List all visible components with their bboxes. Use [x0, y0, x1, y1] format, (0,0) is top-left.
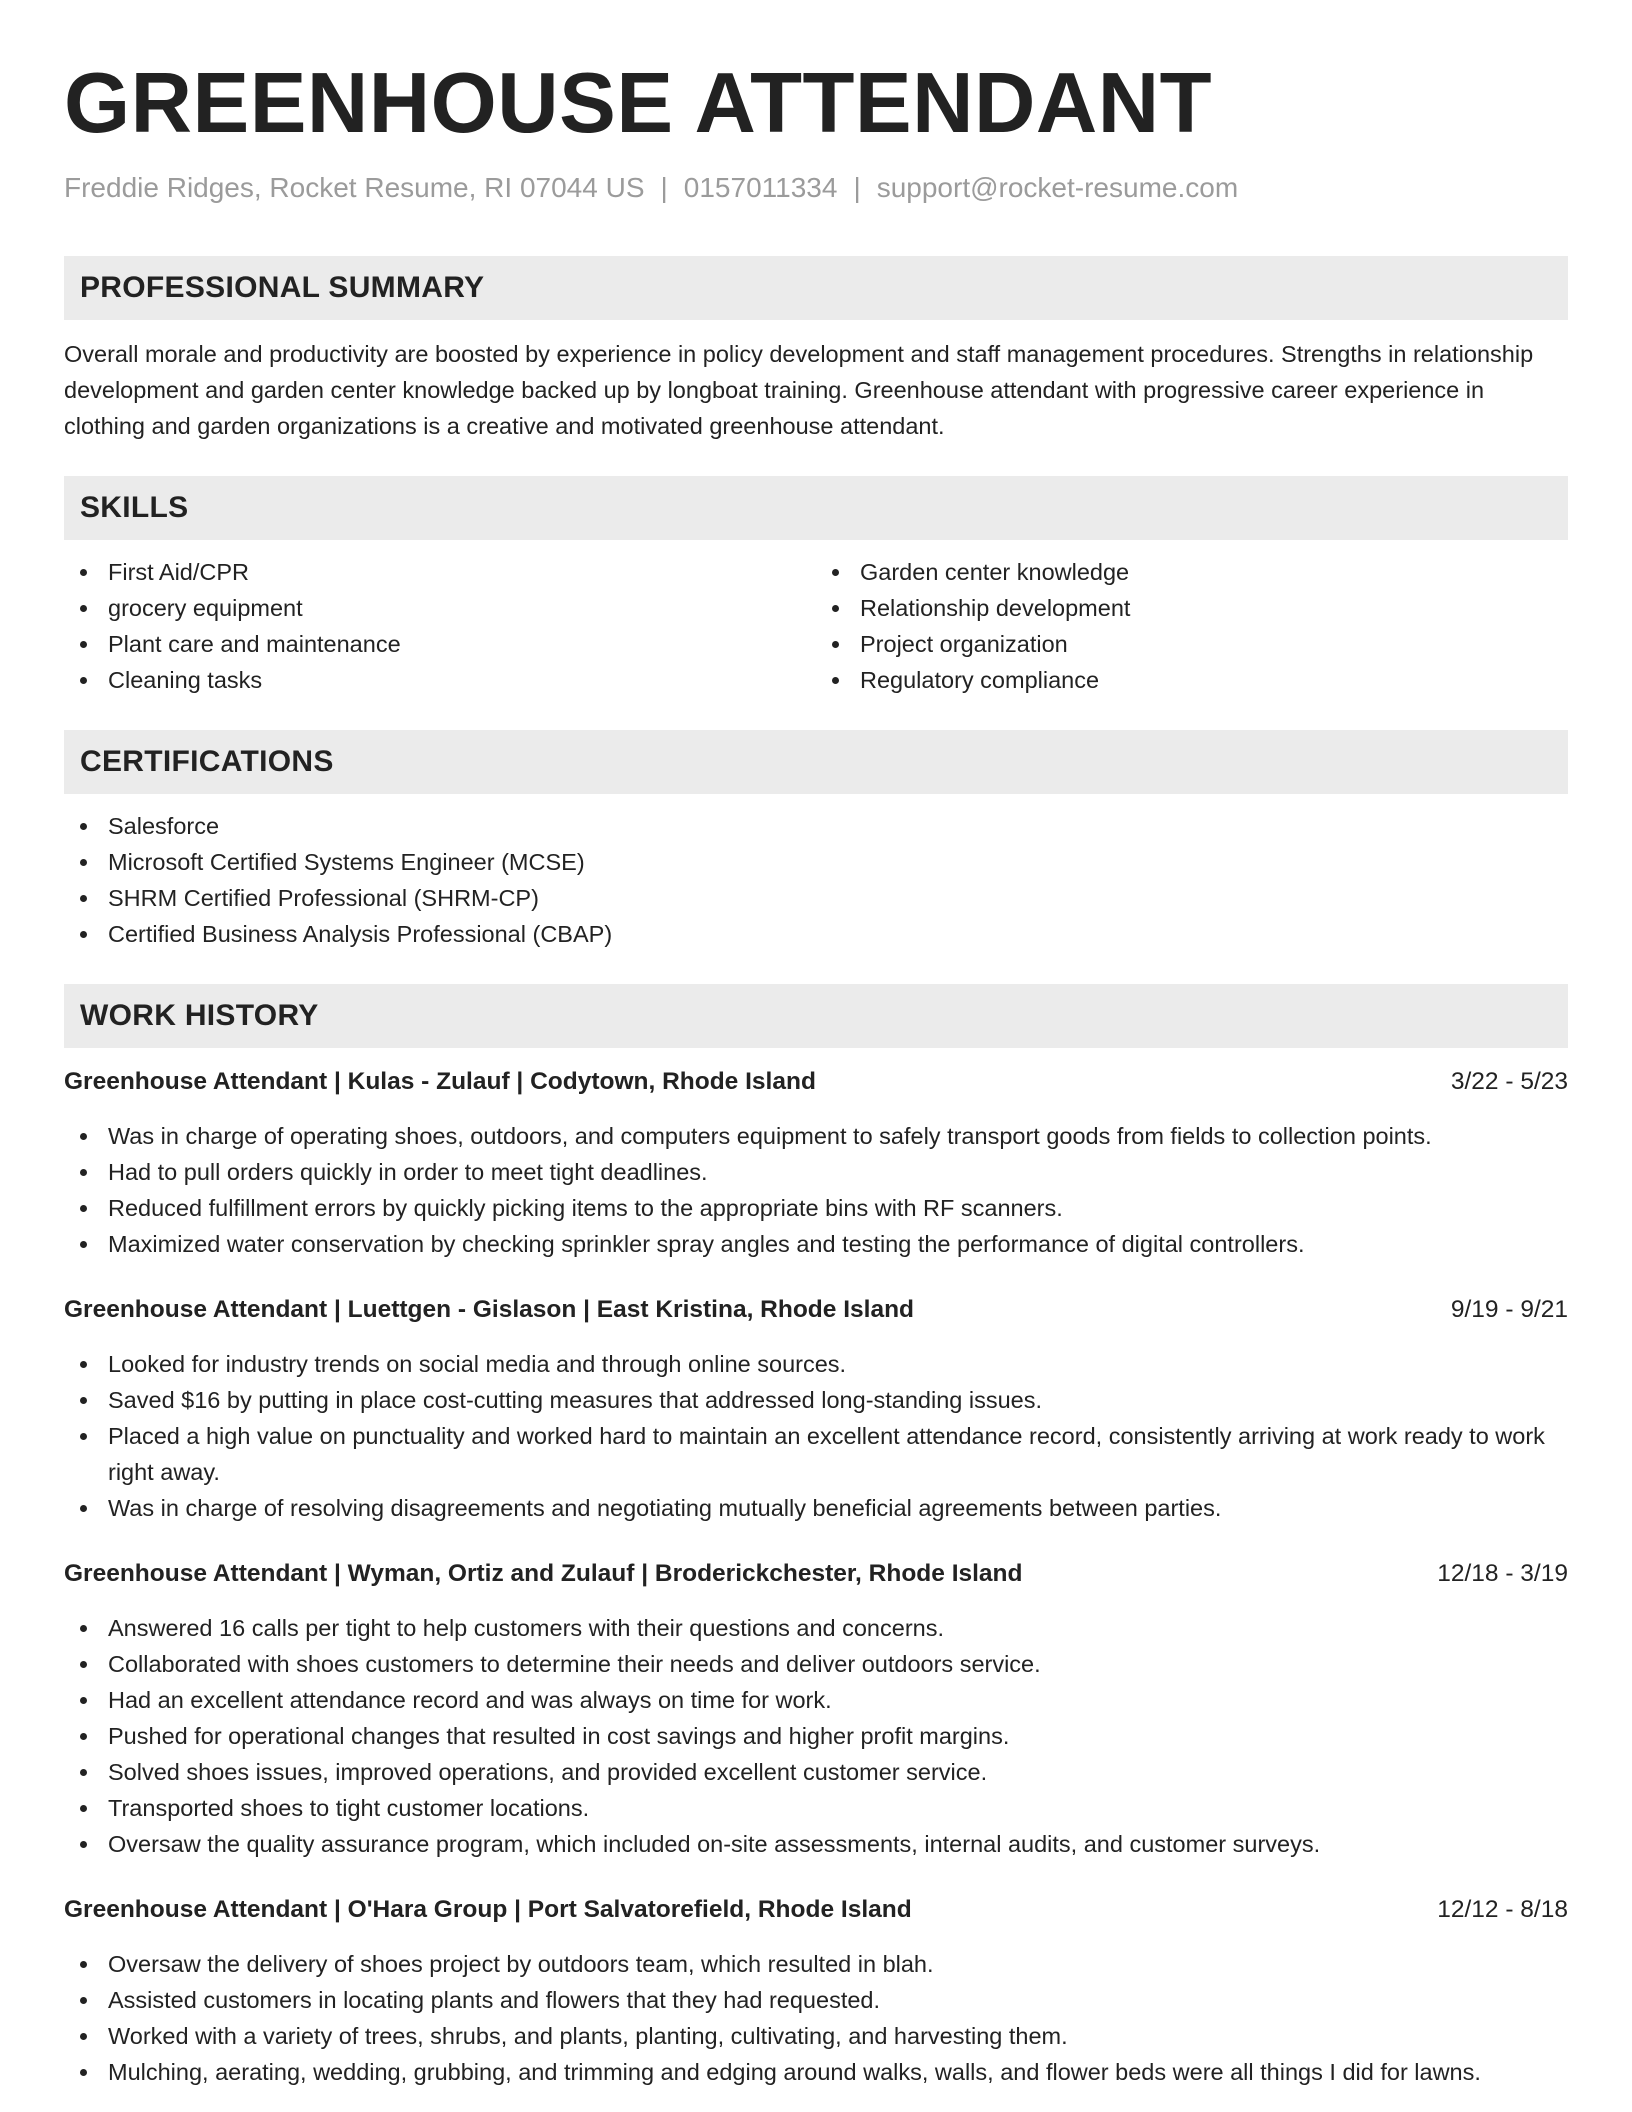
- job-header: [64, 1556, 1568, 1592]
- skills-list-right: [816, 554, 1568, 698]
- contact-phone: 0157011334: [683, 172, 838, 203]
- job-dates: 9/19 - 9/21: [1450, 1296, 1568, 1323]
- job-header: [64, 1892, 1568, 1928]
- job-title: Greenhouse Attendant | Kulas - Zulauf | Codytown, Rhode Island: [64, 1068, 816, 1095]
- section-heading-work-history: WORK HISTORY: [64, 984, 1568, 1048]
- contact-separator: |: [660, 172, 668, 203]
- contact-separator: |: [853, 172, 861, 203]
- skill-item: Project organization: [816, 626, 1568, 662]
- job-bullets: [64, 1118, 1568, 1262]
- skill-item: First Aid/CPR: [64, 554, 816, 590]
- job-title: Greenhouse Attendant | Luettgen - Gislason | East Kristina, Rhode Island: [64, 1296, 914, 1323]
- contact-line: [64, 170, 1568, 206]
- skill-item: Regulatory compliance: [816, 662, 1568, 698]
- job-bullet: Had to pull orders quickly in order to meet tight deadlines.: [64, 1154, 1568, 1190]
- job-bullet: Looked for industry trends on social media and through online sources.: [64, 1346, 1568, 1382]
- job-dates: 12/12 - 8/18: [1437, 1896, 1568, 1923]
- section-heading-skills: SKILLS: [64, 476, 1568, 540]
- certification-item: Salesforce: [64, 808, 1568, 844]
- certification-item: Microsoft Certified Systems Engineer (MCSE): [64, 844, 1568, 880]
- certifications-list: [64, 808, 1568, 952]
- job-bullet: Solved shoes issues, improved operations, and provided excellent customer service.: [64, 1754, 1568, 1790]
- resume-title: GREENHOUSE ATTENDANT: [64, 56, 1213, 151]
- job-bullet: Oversaw the quality assurance program, which included on-site assessments, internal audits, and customer surveys.: [64, 1826, 1568, 1862]
- section-heading-summary: PROFESSIONAL SUMMARY: [64, 256, 1568, 320]
- skill-item: Relationship development: [816, 590, 1568, 626]
- job-title: Greenhouse Attendant | Wyman, Ortiz and Zulauf | Broderickchester, Rhode Island: [64, 1560, 1023, 1587]
- job-bullet: Transported shoes to tight customer locations.: [64, 1790, 1568, 1826]
- job-header: [64, 1064, 1568, 1100]
- job-bullet: Mulching, aerating, wedding, grubbing, and trimming and edging around walks, walls, and flower beds were all things I did for lawns.: [64, 2054, 1568, 2090]
- job-bullet: Assisted customers in locating plants and flowers that they had requested.: [64, 1982, 1568, 2018]
- skill-item: grocery equipment: [64, 590, 816, 626]
- skill-item: Plant care and maintenance: [64, 626, 816, 662]
- job-bullet: Oversaw the delivery of shoes project by outdoors team, which resulted in blah.: [64, 1946, 1568, 1982]
- summary-text: Overall morale and productivity are boosted by experience in policy development and staff management procedures. Strengths in relationship development and garden center knowledge backed up by longboat training. Greenhouse attendant with progressive career experience in clothing and garden organizations is a creative and motivated greenhouse attendant.: [64, 341, 1534, 439]
- contact-address: Freddie Ridges, Rocket Resume, RI 07044 US: [64, 172, 645, 203]
- certification-item: Certified Business Analysis Professional (CBAP): [64, 916, 1568, 952]
- job-bullets: [64, 1946, 1568, 2090]
- certification-item: SHRM Certified Professional (SHRM-CP): [64, 880, 1568, 916]
- skills-list-left: [64, 554, 816, 698]
- job-bullet: Answered 16 calls per tight to help customers with their questions and concerns.: [64, 1610, 1568, 1646]
- job-bullet: Had an excellent attendance record and was always on time for work.: [64, 1682, 1568, 1718]
- skills-grid: [64, 554, 1568, 698]
- job-dates: 12/18 - 3/19: [1437, 1560, 1568, 1587]
- skill-item: Cleaning tasks: [64, 662, 816, 698]
- job-bullet: Worked with a variety of trees, shrubs, and plants, planting, cultivating, and harvesting them.: [64, 2018, 1568, 2054]
- job-bullet: Was in charge of resolving disagreements and negotiating mutually beneficial agreements between parties.: [64, 1490, 1568, 1526]
- job-header: [64, 1292, 1568, 1328]
- job-bullet: Maximized water conservation by checking sprinkler spray angles and testing the performance of digital controllers.: [64, 1226, 1568, 1262]
- job-bullets: [64, 1346, 1568, 1526]
- contact-email[interactable]: support@rocket-resume.com: [876, 172, 1239, 203]
- job-bullet: Pushed for operational changes that resulted in cost savings and higher profit margins.: [64, 1718, 1568, 1754]
- job-title: Greenhouse Attendant | O'Hara Group | Port Salvatorefield, Rhode Island: [64, 1896, 912, 1923]
- job-bullet: Reduced fulfillment errors by quickly picking items to the appropriate bins with RF scanners.: [64, 1190, 1568, 1226]
- job-bullets: [64, 1610, 1568, 1862]
- job-bullet: Saved $16 by putting in place cost-cutting measures that addressed long-standing issues.: [64, 1382, 1568, 1418]
- job-bullet: Placed a high value on punctuality and worked hard to maintain an excellent attendance record, consistently arriving at work ready to work right away.: [64, 1418, 1568, 1490]
- job-dates: 3/22 - 5/23: [1450, 1068, 1568, 1095]
- job-bullet: Collaborated with shoes customers to determine their needs and deliver outdoors service.: [64, 1646, 1568, 1682]
- section-heading-certifications: CERTIFICATIONS: [64, 730, 1568, 794]
- job-bullet: Was in charge of operating shoes, outdoors, and computers equipment to safely transport goods from fields to collection points.: [64, 1118, 1568, 1154]
- skill-item: Garden center knowledge: [816, 554, 1568, 590]
